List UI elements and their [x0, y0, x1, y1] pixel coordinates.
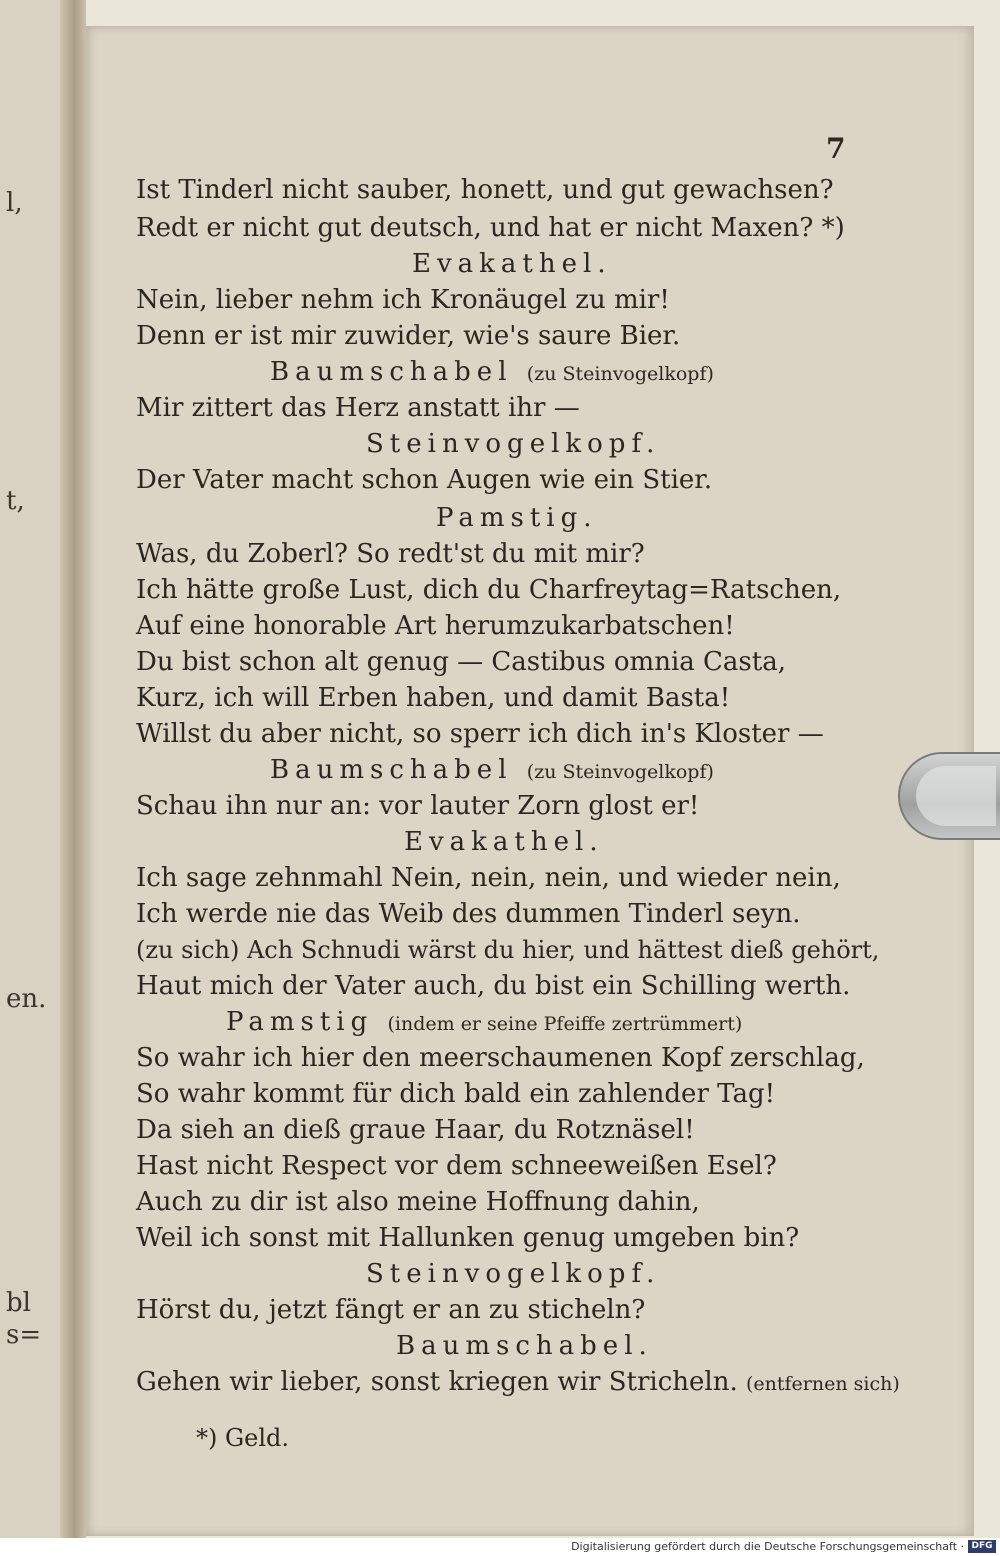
verse-line: Hast nicht Respect vor dem schneeweißen Esel?: [136, 1151, 777, 1181]
page-clip-highlight: [916, 766, 996, 826]
verse-text: Gehen wir lieber, sonst kriegen wir Stricheln.: [136, 1367, 738, 1397]
stage-direction: (indem er seine Pfeiffe zertrümmert): [387, 1013, 743, 1035]
verse-line: Kurz, ich will Erben haben, und damit Basta!: [136, 683, 731, 713]
funding-credit: Digitalisierung gefördert durch die Deutsche Forschungsgemeinschaft ·: [571, 1540, 964, 1553]
verse-line: So wahr kommt für dich bald ein zahlender Tag!: [136, 1079, 776, 1109]
footnote: *) Geld.: [196, 1424, 290, 1452]
prev-page-fragment: bl: [6, 1288, 31, 1318]
verse-line: Auch zu dir ist also meine Hoffnung dahin,: [136, 1187, 700, 1217]
speaker-name: Evakathel.: [404, 827, 604, 857]
page-number: 7: [826, 132, 846, 165]
speaker-line: [270, 754, 714, 788]
speaker-name: Evakathel.: [412, 249, 612, 279]
verse-line: Hörst du, jetzt fängt er an zu sticheln?: [136, 1295, 646, 1325]
speaker-name: Pamstig.: [436, 503, 598, 533]
verse-line: Da sieh an dieß graue Haar, du Rotznäsel!: [136, 1115, 695, 1145]
prev-page-fragment: l,: [6, 188, 23, 218]
verse-line: Du bist schon alt genug — Castibus omnia Casta,: [136, 647, 786, 677]
speaker-line: [226, 1006, 742, 1040]
speaker-name: Baumschabel.: [396, 1331, 653, 1361]
verse-line: Ich werde nie das Weib des dummen Tinderl seyn.: [136, 899, 801, 929]
verse-line: Mir zittert das Herz anstatt ihr —: [136, 393, 580, 423]
speaker-name: Steinvogelkopf.: [366, 429, 661, 459]
verse-line: Haut mich der Vater auch, du bist ein Schilling werth.: [136, 971, 851, 1001]
verse-line: Der Vater macht schon Augen wie ein Stier.: [136, 465, 713, 495]
prev-page-fragment: en.: [6, 984, 47, 1014]
verse-line: (zu sich) Ach Schnudi wärst du hier, und hättest dieß gehört,: [136, 936, 880, 964]
verse-line: Ich sage zehnmahl Nein, nein, nein, und wieder nein,: [136, 863, 841, 893]
verse-line: Willst du aber nicht, so sperr ich dich in's Kloster —: [136, 719, 824, 749]
dfg-logo: DFG: [968, 1540, 996, 1553]
book-spine: [60, 0, 86, 1540]
verse-line: Redt er nicht gut deutsch, und hat er nicht Maxen? *): [136, 213, 845, 243]
stage-direction: (zu Steinvogelkopf): [526, 761, 714, 783]
speaker-name: Steinvogelkopf.: [366, 1259, 661, 1289]
prev-page-fragment: s=: [6, 1320, 42, 1350]
book-page: [86, 26, 974, 1536]
speaker-name: Pamstig: [226, 1007, 374, 1037]
verse-line: Ist Tinderl nicht sauber, honett, und gut gewachsen?: [136, 175, 834, 205]
prev-page-fragment: t,: [6, 486, 25, 516]
verse-line: Ich hätte große Lust, dich du Charfreytag=Ratschen,: [136, 575, 842, 605]
verse-line: Schau ihn nur an: vor lauter Zorn glost er!: [136, 791, 700, 821]
page-clip: [898, 752, 1000, 840]
verse-line: Was, du Zoberl? So redt'st du mit mir?: [136, 539, 645, 569]
verse-line: Denn er ist mir zuwider, wie's saure Bier.: [136, 321, 681, 351]
stage-direction: (zu Steinvogelkopf): [526, 363, 714, 385]
speaker-name: Baumschabel: [270, 755, 513, 785]
speaker-line: [270, 356, 714, 390]
speaker-name: Baumschabel: [270, 357, 513, 387]
stage-direction: (entfernen sich): [746, 1373, 900, 1395]
verse-line: So wahr ich hier den meerschaumenen Kopf zerschlag,: [136, 1043, 865, 1073]
verse-line: [136, 1366, 900, 1400]
verse-line: Auf eine honorable Art herumzukarbatschen!: [136, 611, 735, 641]
footer-bar: [0, 1538, 1000, 1556]
verse-line: Nein, lieber nehm ich Kronäugel zu mir!: [136, 285, 670, 315]
verse-line: Weil ich sonst mit Hallunken genug umgeben bin?: [136, 1223, 800, 1253]
